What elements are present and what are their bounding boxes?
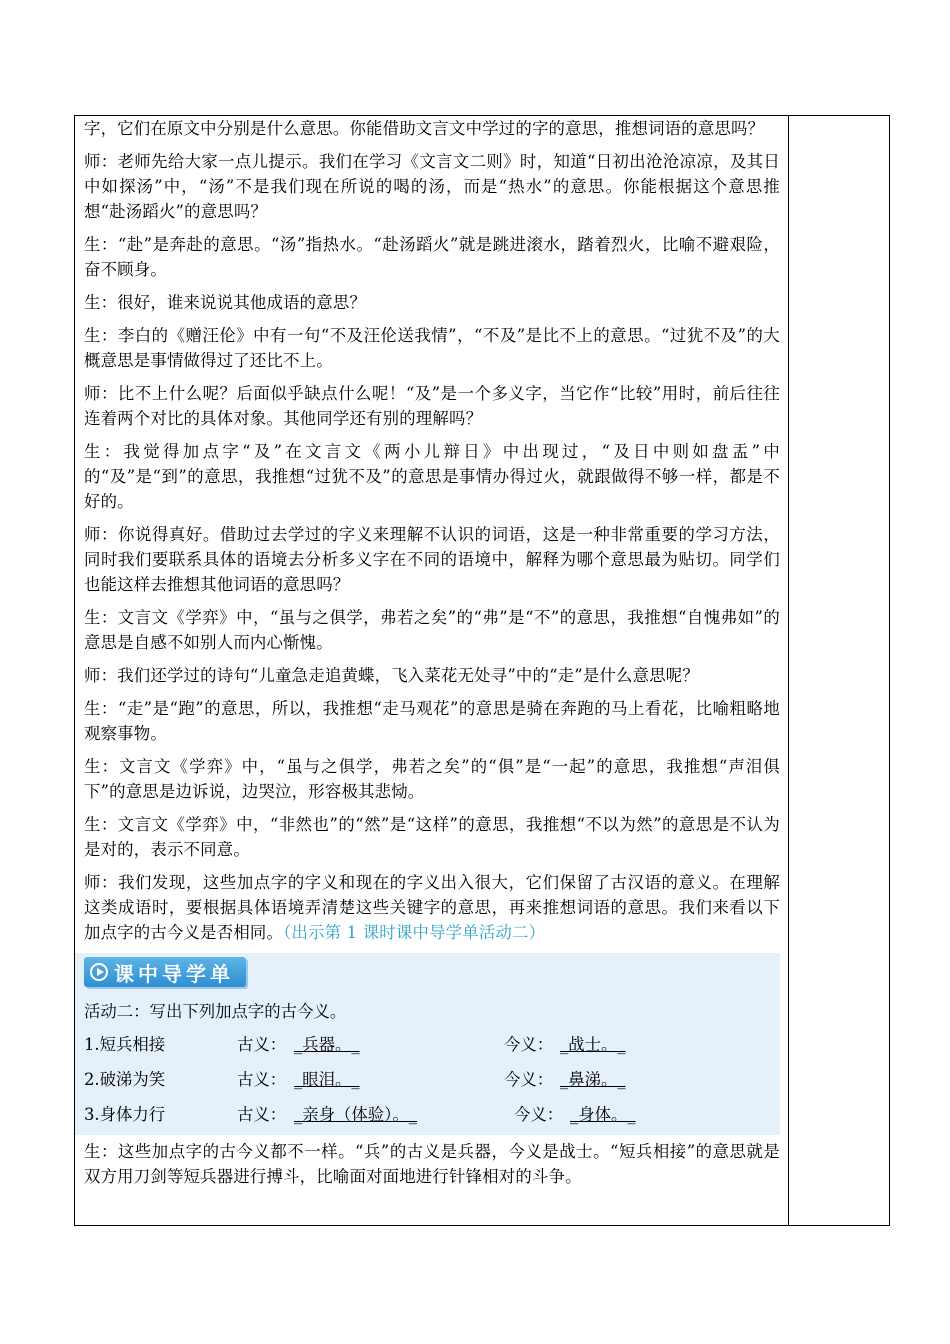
activity-row bbox=[84, 1067, 780, 1092]
paragraph: 生：“走”是“跑”的意思，所以，我推想“走马观花”的意思是骑在奔跑的马上看花，比喻粗略地观察事物。 bbox=[84, 699, 780, 743]
lesson-content bbox=[84, 116, 780, 1197]
modern-meaning-label: 今义： bbox=[514, 1105, 564, 1124]
activity-title: 活动二：写出下列加点字的古今义。 bbox=[84, 1002, 347, 1021]
modern-meaning-value: _鼻涕。_ bbox=[560, 1070, 626, 1089]
paragraph: 生：文言文《学弈》中，“虽与之俱学，弗若之矣”的“俱”是“一起”的意思，我推想“声泪俱下”的意思是边诉说，边哭泣，形容极其悲恸。 bbox=[84, 757, 780, 801]
activity-row bbox=[84, 1102, 780, 1127]
paragraph: 师：你说得真好。借助过去学过的字义来理解不认识的词语，这是一种非常重要的学习方法，同时我们要联系具体的语境去分析多义字在不同的语境中，解释为哪个意思最为贴切。同学们也能这样去推想其他词语的意思吗？ bbox=[84, 525, 780, 594]
idiom-word: 2.破涕为笑 bbox=[84, 1070, 166, 1089]
paragraph: 字，它们在原文中分别是什么意思。你能借助文言文中学过的字的意思，推想词语的意思吗？ bbox=[84, 119, 765, 138]
modern-meaning-value: _身体。_ bbox=[570, 1105, 636, 1124]
paragraph: 生：文言文《学弈》中，“虽与之俱学，弗若之矣”的“弗”是“不”的意思，我推想“自愧弗如”的意思是自感不如别人而内心惭愧。 bbox=[84, 608, 780, 652]
modern-meaning-label: 今义： bbox=[504, 1070, 554, 1089]
paragraph: 生：文言文《学弈》中，“非然也”的“然”是“这样”的意思，我推想“不以为然”的意思是不认为是对的，表示不同意。 bbox=[84, 815, 780, 859]
guide-banner bbox=[84, 957, 246, 987]
paragraph: 生：很好，谁来说说其他成语的意思？ bbox=[84, 293, 367, 312]
guide-banner-label: 课中导学单 bbox=[114, 961, 234, 986]
paragraph bbox=[84, 870, 780, 945]
ancient-meaning-value: _兵器。_ bbox=[294, 1035, 360, 1054]
ancient-meaning-label: 古义： bbox=[237, 1035, 287, 1054]
hint-text: （出示第 1 课时课中导学单活动二） bbox=[283, 923, 546, 942]
column-divider bbox=[788, 116, 789, 1225]
ancient-meaning-value: _眼泪。_ bbox=[294, 1070, 360, 1089]
closing-paragraph: 生：这些加点字的古今义都不一样。“兵”的古义是兵器，今义是战士。“短兵相接”的意思就是双方用刀剑等短兵器进行搏斗，比喻面对面地进行针锋相对的斗争。 bbox=[84, 1142, 780, 1186]
paragraph: 生：我觉得加点字“及”在文言文《两小儿辩日》中出现过，“及日中则如盘盂”中的“及”是“到”的意思，我推想“过犹不及”的意思是事情办得过火，就跟做得不够一样，都是不好的。 bbox=[84, 442, 780, 511]
idiom-word: 3.身体力行 bbox=[84, 1105, 166, 1124]
ancient-meaning-value: _亲身（体验）。_ bbox=[294, 1105, 417, 1124]
paragraph: 师：比不上什么呢？后面似乎缺点什么呢！“及”是一个多义字，当它作“比较”用时，前后往往连着两个对比的具体对象。其他同学还有别的理解吗？ bbox=[84, 384, 780, 428]
play-icon bbox=[90, 963, 108, 981]
paragraph: 生：“赴”是奔赴的意思。“汤”指热水。“赴汤蹈火”就是跳进滚水，踏着烈火，比喻不避艰险，奋不顾身。 bbox=[84, 235, 780, 279]
paragraph-text: 师：我们发现，这些加点字的字义和现在的字义出入很大，它们保留了古汉语的意义。在理解这类成语时，要根据具体语境弄清楚这些关键字的意思，再来推想词语的意思。我们来看以下加点字的古今义是否相同。 bbox=[84, 873, 780, 942]
modern-meaning-label: 今义： bbox=[504, 1035, 554, 1054]
paragraph: 师：老师先给大家一点儿提示。我们在学习《文言文二则》时，知道“日初出沧沧凉凉，及其日中如探汤”中，“汤”不是我们现在所说的喝的汤，而是“热水”的意思。你能根据这个意思推想“赴汤蹈火”的意思吗？ bbox=[84, 152, 780, 221]
idiom-word: 1.短兵相接 bbox=[84, 1035, 166, 1054]
modern-meaning-value: _战士。_ bbox=[560, 1035, 626, 1054]
paragraph: 生：李白的《赠汪伦》中有一句“不及汪伦送我情”，“不及”是比不上的意思。“过犹不及”的大概意思是事情做得过了还比不上。 bbox=[84, 326, 780, 370]
guide-sheet bbox=[75, 953, 780, 1135]
ancient-meaning-label: 古义： bbox=[237, 1105, 287, 1124]
ancient-meaning-label: 古义： bbox=[237, 1070, 287, 1089]
lesson-table bbox=[74, 115, 890, 1226]
paragraph: 师：我们还学过的诗句“儿童急走追黄蝶，飞入菜花无处寻”中的“走”是什么意思呢？ bbox=[84, 666, 699, 685]
activity-row bbox=[84, 1032, 780, 1057]
